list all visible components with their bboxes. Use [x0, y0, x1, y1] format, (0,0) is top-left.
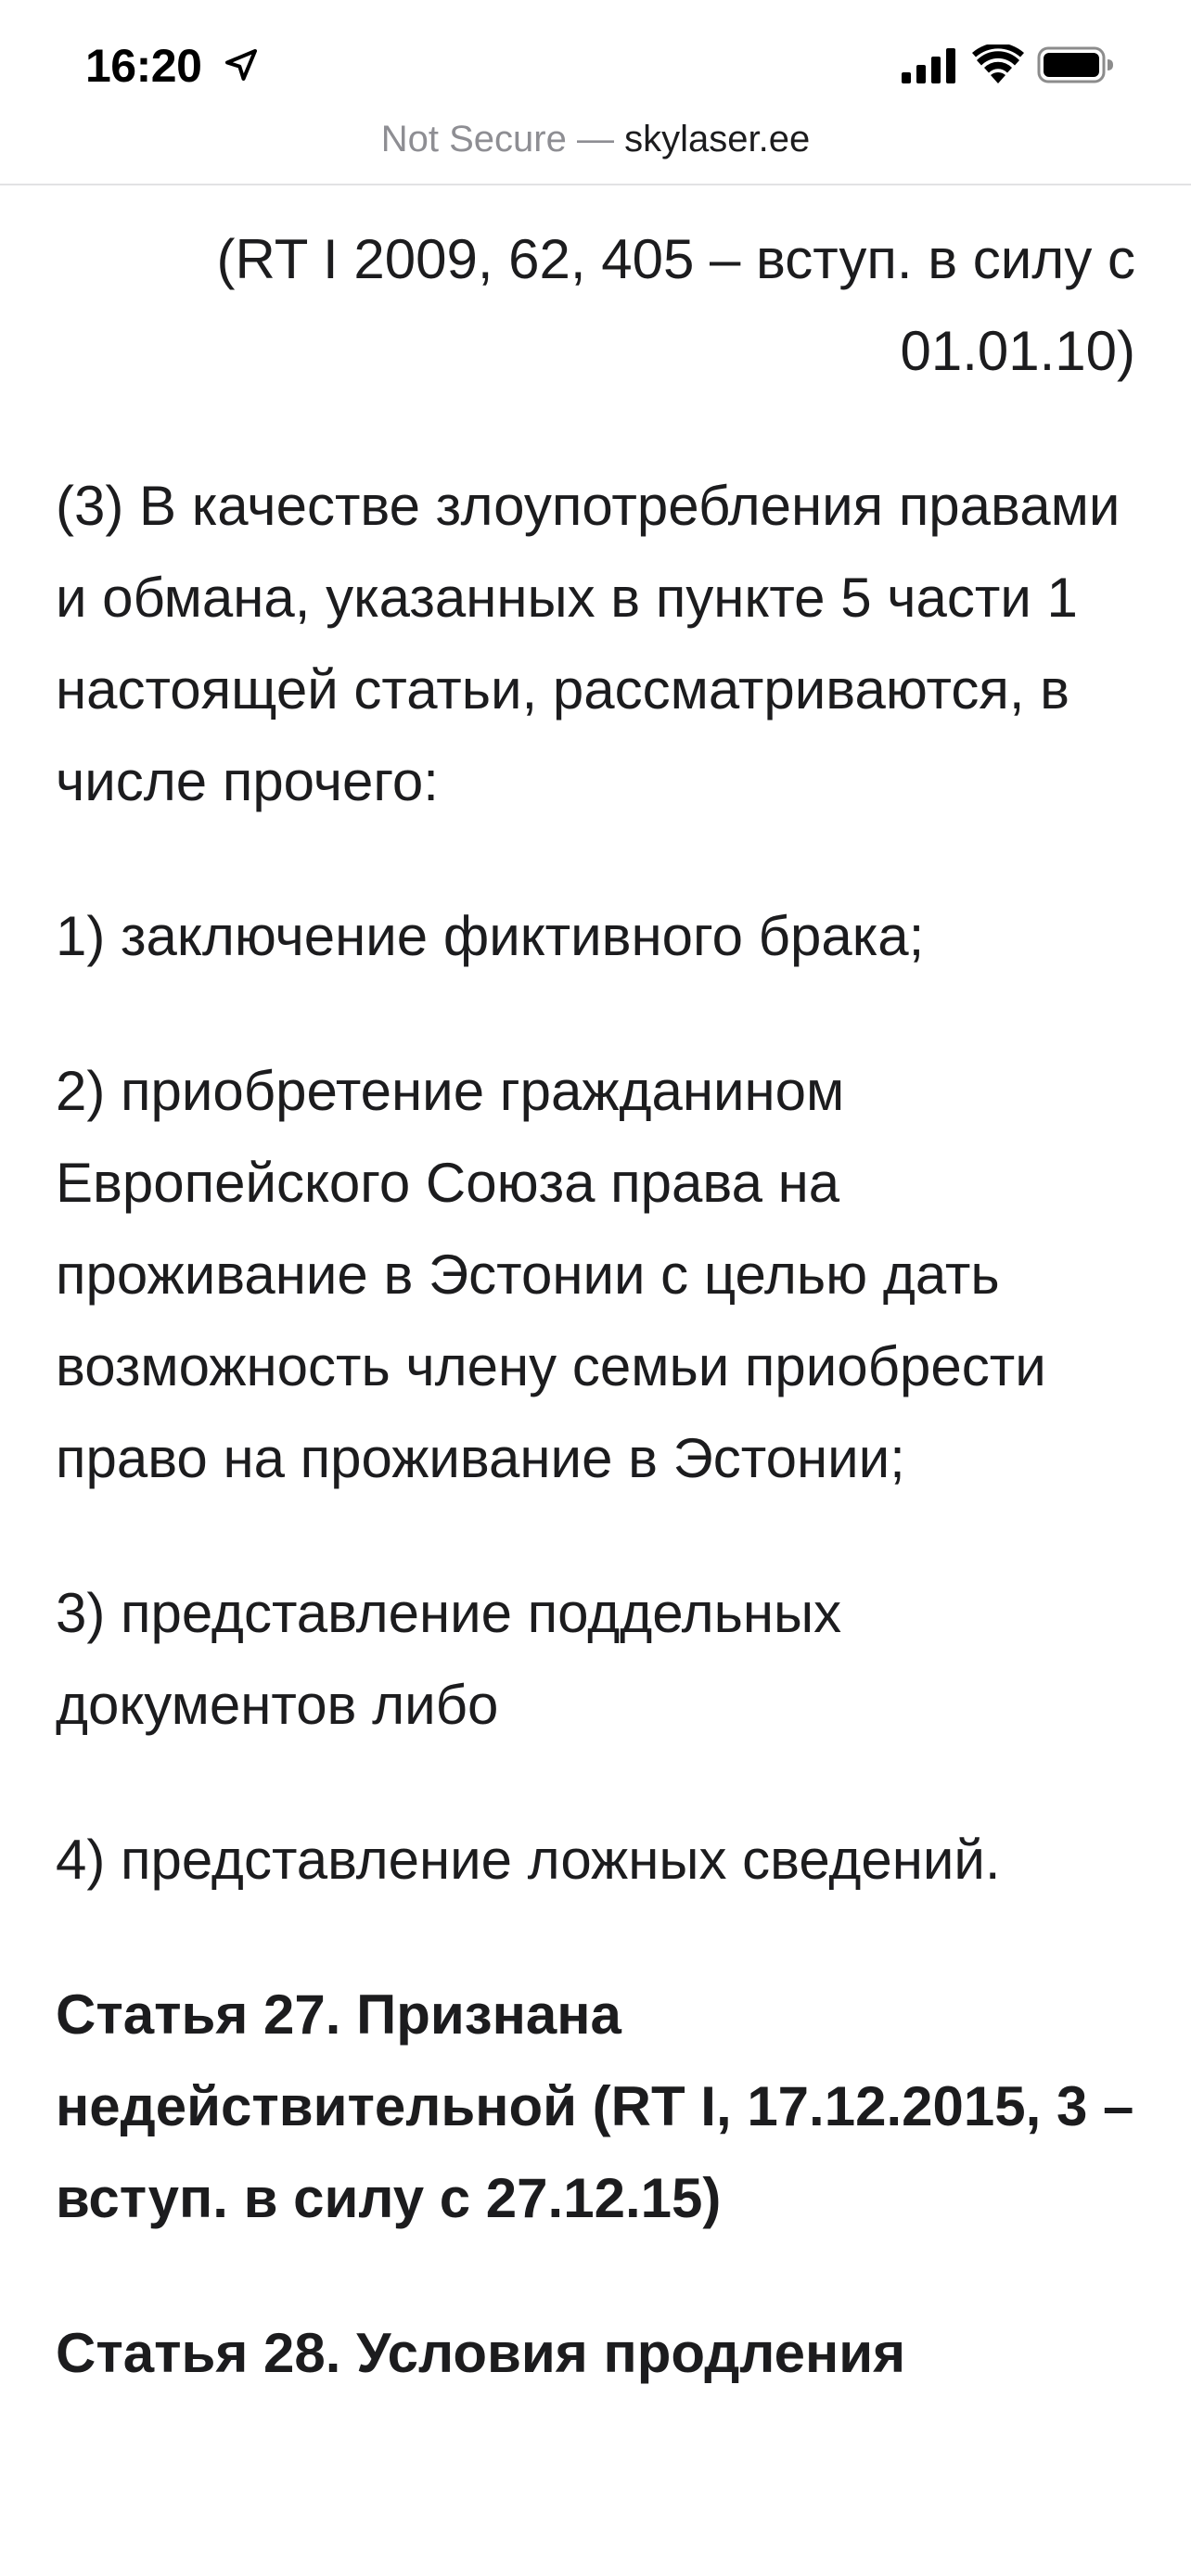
battery-icon	[1037, 46, 1115, 83]
list-item: 3) представление поддельных документов либо	[56, 1582, 842, 1736]
article-heading-27: Статья 27. Признана недействительной (RT I, 17.12.2015, 3 – вступ. в силу с 27.12.15)	[56, 1983, 1134, 2229]
list-item: 1) заключение фиктивного брака;	[56, 905, 925, 967]
list-item: 2) приобретение гражданином Европейского Союза права на проживание в Эстонии с целью дать возможность члену семьи приобрести право на проживание в Эстонии;	[56, 1060, 1046, 1489]
cellular-signal-icon	[902, 48, 955, 83]
paragraph-3: (3) В качестве злоупотребления правами и обмана, указанных в пункте 5 части 1 настоящей статьи, рассматриваются, в числе прочего:	[56, 475, 1121, 812]
article-content	[56, 213, 1135, 2462]
status-bar	[0, 0, 1191, 130]
domain-label: skylaser.ee	[624, 119, 811, 159]
status-time: 16:20	[85, 40, 202, 92]
address-bar[interactable]	[0, 111, 1191, 185]
security-warning-label: Not Secure —	[380, 119, 614, 159]
location-arrow-icon	[223, 46, 260, 83]
wifi-icon	[972, 45, 1024, 83]
amendment-note: (RT I 2009, 62, 405 – вступ. в силу с 01.01.10)	[216, 228, 1135, 382]
list-item: 4) представление ложных сведений.	[56, 1829, 1001, 1891]
article-heading-28: Статья 28. Условия продления	[56, 2322, 906, 2384]
